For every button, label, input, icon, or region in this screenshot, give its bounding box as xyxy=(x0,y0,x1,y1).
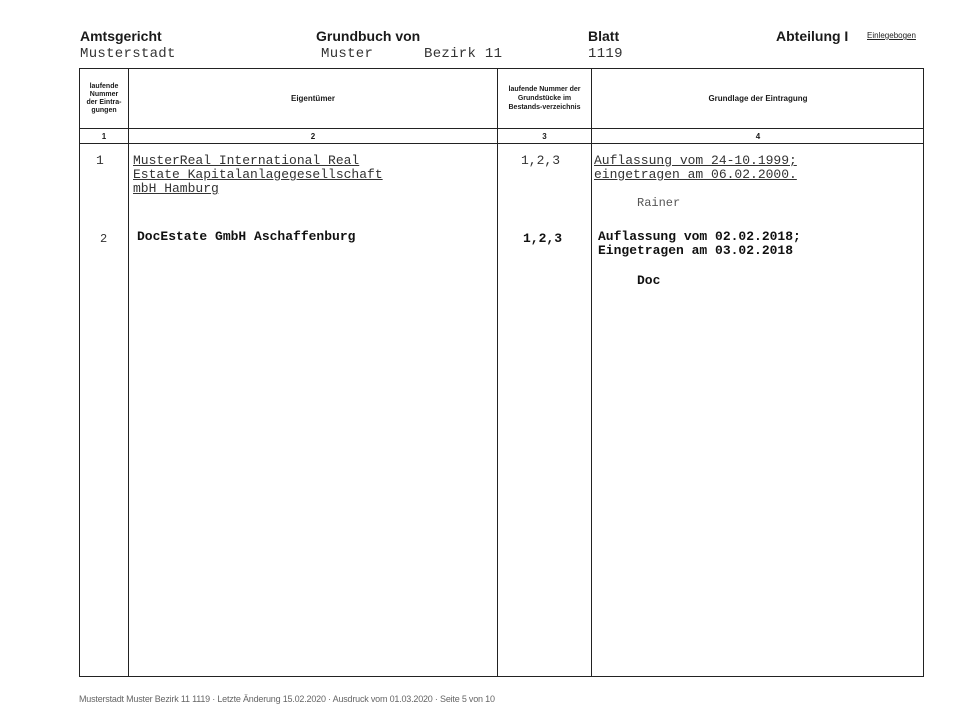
basis-line: eingetragen am 06.02.2000. xyxy=(594,167,797,182)
column-number: 1 xyxy=(101,131,107,141)
basis-line: Auflassung vom 02.02.2018; xyxy=(598,229,801,244)
column-header-text: laufende Nummer der Eintra-gungen xyxy=(86,82,122,114)
bezirk-value: Bezirk 11 xyxy=(424,46,503,62)
page-footer: Musterstadt Muster Bezirk 11 1119 · Letzte Änderung 15.02.2020 · Ausdruck vom 01.03.2020 · Seite 5 von 10 xyxy=(79,694,495,704)
row-divider xyxy=(79,143,924,144)
grundbuch-value: Muster xyxy=(321,46,374,62)
amtsgericht-label: Amtsgericht xyxy=(80,28,162,44)
grundbuch-label: Grundbuch von xyxy=(316,28,421,44)
owner-name: DocEstate GmbH Aschaffenburg xyxy=(137,229,356,244)
parcel-numbers: 1,2,3 xyxy=(523,231,563,246)
einlegebogen-link[interactable]: Einlegebogen xyxy=(867,31,916,40)
column-header-text: Grundlage der Eintragung xyxy=(708,94,808,103)
owner-line: MusterReal International Real xyxy=(133,153,360,168)
column-number: 4 xyxy=(755,131,761,141)
entry-number: 1 xyxy=(96,153,104,168)
column-header-grundlage xyxy=(592,69,924,128)
blatt-label: Blatt xyxy=(588,28,620,44)
column-divider xyxy=(591,68,592,677)
column-number: 3 xyxy=(542,131,547,141)
column-divider xyxy=(497,68,498,677)
column-header-text: laufende Nummer der Grundstücke im Bestands-verzeichnis xyxy=(508,86,581,111)
basis-line: Eingetragen am 03.02.2018 xyxy=(598,243,794,258)
column-divider xyxy=(128,68,129,677)
column-header-laufende-nummer xyxy=(80,69,128,128)
owner-line: mbH Hamburg xyxy=(133,181,219,196)
entry-number: 2 xyxy=(100,232,108,246)
column-header-text: Eigentümer xyxy=(290,94,335,103)
basis-line: Auflassung vom 24-10.1999; xyxy=(594,153,797,168)
column-header-grundstuecke xyxy=(498,69,591,128)
owner-line: Estate Kapitalanlagegesellschaft xyxy=(133,167,383,182)
column-header-eigentuemer xyxy=(129,69,497,128)
signature: Doc xyxy=(637,273,661,288)
column-number: 2 xyxy=(310,131,316,141)
abteilung-label: Abteilung I xyxy=(776,28,849,44)
signature: Rainer xyxy=(637,196,681,210)
parcel-numbers: 1,2,3 xyxy=(521,153,561,168)
blatt-value: 1119 xyxy=(588,46,623,62)
amtsgericht-value: Musterstadt xyxy=(80,46,176,62)
